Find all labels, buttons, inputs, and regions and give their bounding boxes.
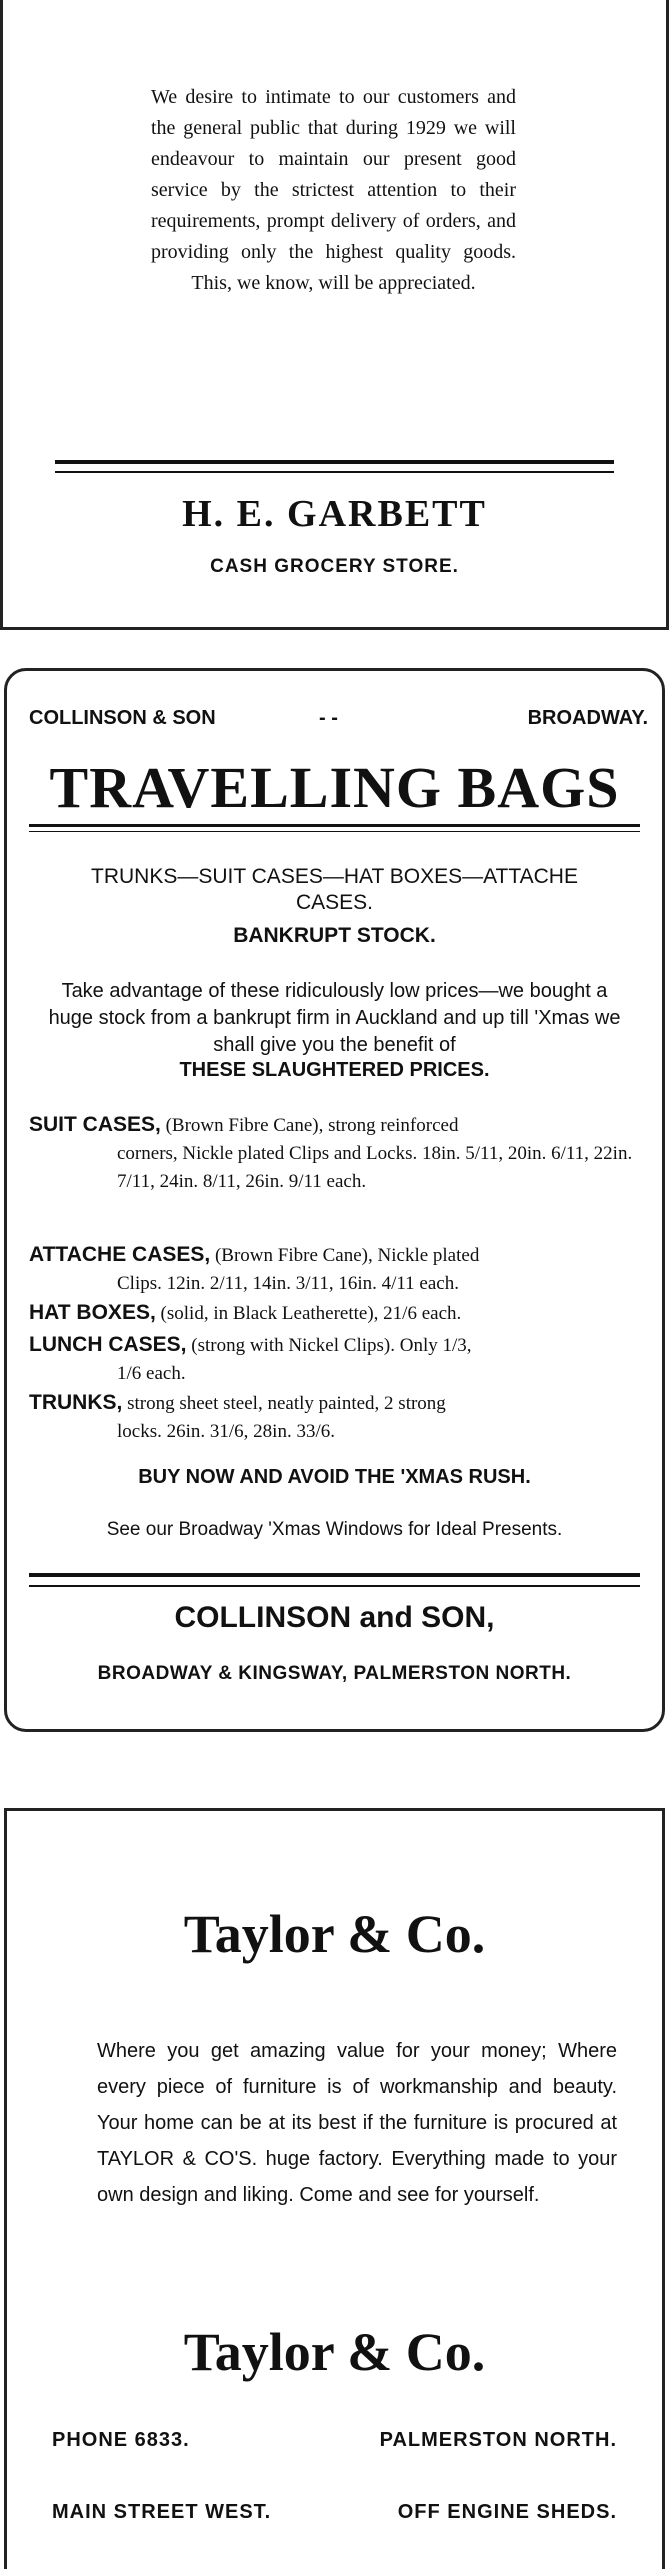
taylor-address-row xyxy=(52,2501,617,2524)
title-underline xyxy=(29,824,640,832)
taylor-contact-row xyxy=(52,2429,617,2452)
item-details: corners, Nickle plated Clips and Locks. 18in. 5/11, 20in. 6/11, 22in. 7/11, 24in. 8/11, 26in. 9/11 each. xyxy=(117,1143,633,1192)
collinson-buy-now: BUY NOW AND AVOID THE 'XMAS RUSH. xyxy=(138,1466,531,1488)
price-item xyxy=(29,1331,654,1388)
item-name: TRUNKS, xyxy=(29,1391,123,1414)
item-name: ATTACHE CASES, xyxy=(29,1243,211,1266)
taylor-title-2: Taylor & Co. xyxy=(183,2322,486,2382)
collinson-bankrupt-stock: BANKRUPT STOCK. xyxy=(233,924,436,947)
collinson-windows-note: See our Broadway 'Xmas Windows for Ideal Presents. xyxy=(106,1519,563,1540)
collinson-header-right: BROADWAY. xyxy=(527,707,648,729)
item-description: (Brown Fibre Cane), strong reinforced xyxy=(160,1115,459,1136)
garbett-advertisement xyxy=(0,0,669,630)
price-item xyxy=(29,1111,654,1196)
item-name: SUIT CASES, xyxy=(29,1113,161,1136)
item-description: strong sheet steel, neatly painted, 2 strong xyxy=(122,1393,446,1414)
item-description: (strong with Nickel Clips). Only 1/3, xyxy=(186,1335,472,1356)
price-item xyxy=(29,1241,654,1298)
item-name: LUNCH CASES, xyxy=(29,1333,187,1356)
taylor-location: OFF ENGINE SHEDS. xyxy=(397,2501,617,2523)
price-item xyxy=(29,1389,654,1446)
collinson-subhead: TRUNKS—SUIT CASES—HAT BOXES—ATTACHE CASES. xyxy=(91,865,578,914)
collinson-header-left: COLLINSON & SON xyxy=(29,707,216,729)
taylor-street: MAIN STREET WEST. xyxy=(52,2501,272,2523)
item-details: Clips. 12in. 2/11, 14in. 3/11, 16in. 4/11 each. xyxy=(117,1273,459,1294)
garbett-name: H. E. GARBETT xyxy=(182,493,487,535)
item-name: HAT BOXES, xyxy=(29,1301,156,1324)
taylor-town: PALMERSTON NORTH. xyxy=(379,2429,617,2451)
collinson-advertisement xyxy=(4,668,665,1732)
taylor-title: Taylor & Co. xyxy=(183,1904,486,1964)
item-details: 1/6 each. xyxy=(117,1363,186,1384)
taylor-advertisement xyxy=(4,1808,665,2569)
item-description: (Brown Fibre Cane), Nickle plated xyxy=(210,1245,480,1266)
collinson-intro-bold: THESE SLAUGHTERED PRICES. xyxy=(179,1059,490,1081)
collinson-intro: Take advantage of these ridiculously low prices—we bought a huge stock from a bankrupt firm in Auckland and up till 'Xmas we shall give you the benefit of xyxy=(48,980,621,1056)
taylor-body-text: Where you get amazing value for your money; Where every piece of furniture is of workmanship and beauty. Your home can be at its best if the furniture is procured at TAYLOR & CO'S. huge factory. Everything made to your own design and liking. Come and see for yourself. xyxy=(97,2040,617,2206)
divider-rule xyxy=(29,1573,640,1587)
collinson-header-line xyxy=(29,707,648,730)
item-description: (solid, in Black Leatherette), 21/6 each. xyxy=(155,1303,462,1324)
taylor-phone: PHONE 6833. xyxy=(52,2429,190,2451)
price-item xyxy=(29,1299,654,1328)
collinson-header-dashes: - - xyxy=(319,707,338,729)
collinson-footer-name: COLLINSON and SON, xyxy=(174,1601,495,1634)
garbett-body-text: We desire to intimate to our customers and the general public that during 1929 we will endeavour to maintain our present good service by the strictest attention to their requirements, prompt delivery of orders, and providing only the highest quality goods. This, we know, will be appreciated. xyxy=(151,86,516,294)
garbett-subtitle: CASH GROCERY STORE. xyxy=(210,556,459,577)
collinson-footer-address: BROADWAY & KINGSWAY, PALMERSTON NORTH. xyxy=(97,1663,572,1684)
divider-rule xyxy=(55,460,614,473)
collinson-title: TRAVELLING BAGS xyxy=(49,755,620,820)
item-details: locks. 26in. 31/6, 28in. 33/6. xyxy=(117,1421,335,1442)
